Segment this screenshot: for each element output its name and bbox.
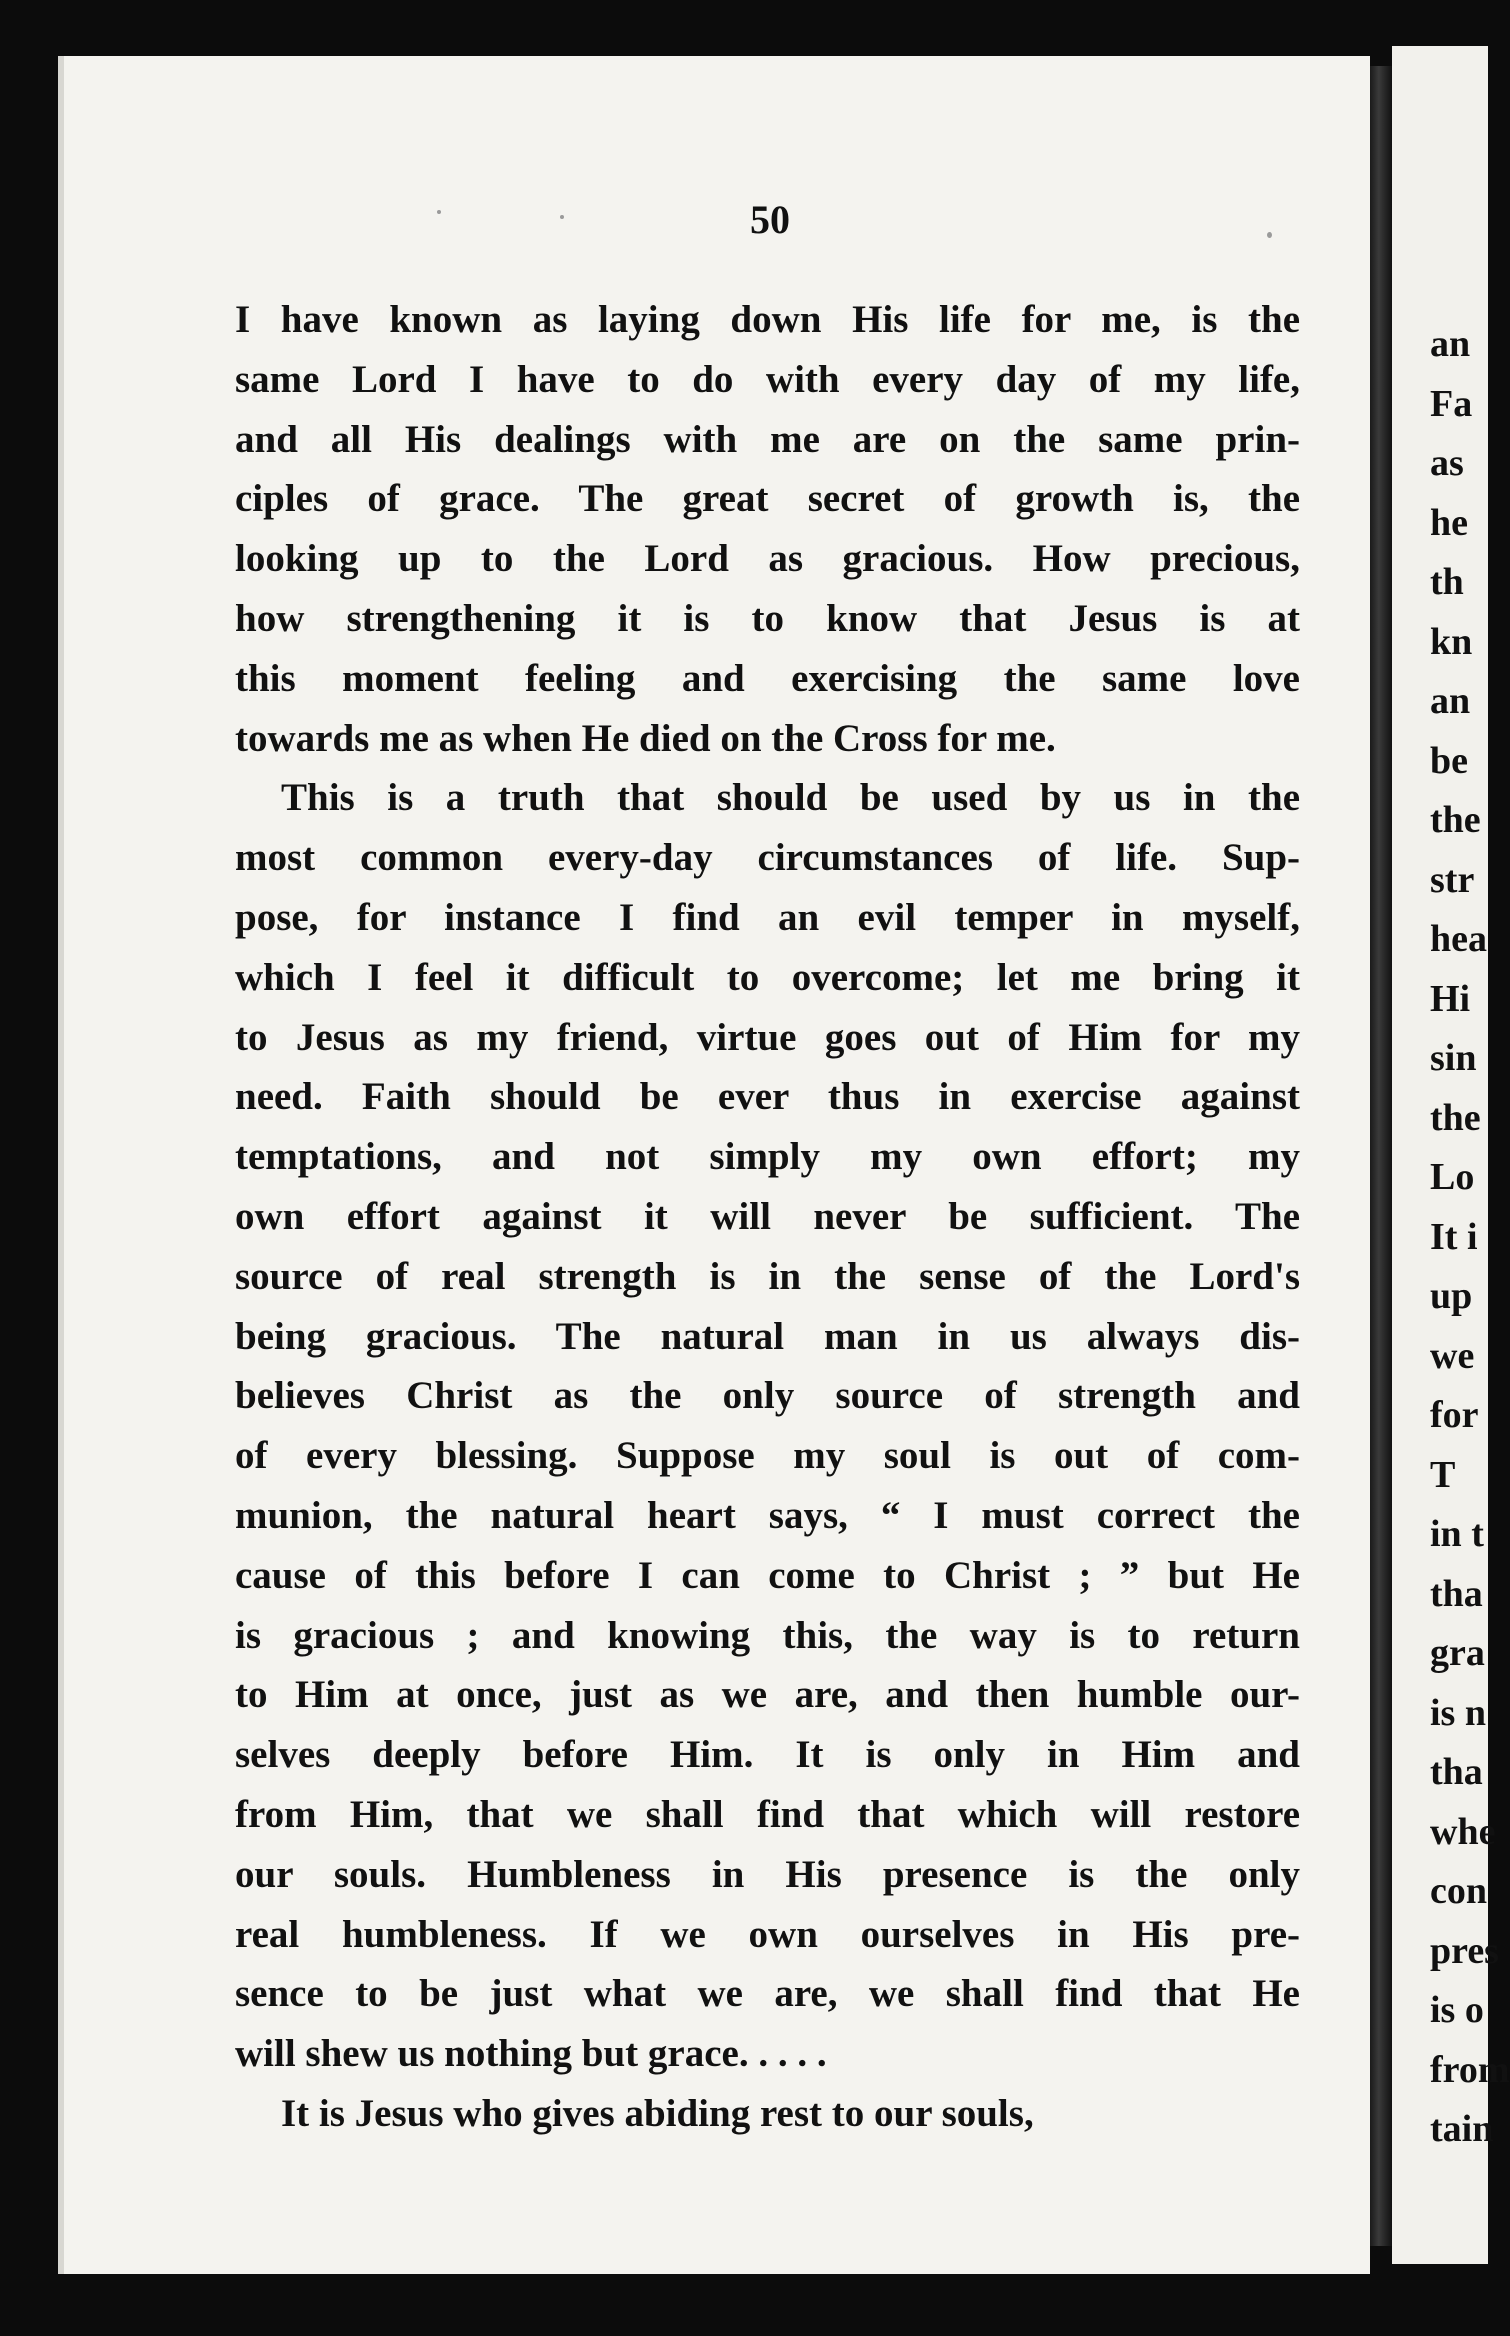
speck <box>437 210 441 214</box>
text-line: which I feel it difficult to overcome; let me bring it <box>235 955 1300 999</box>
book-spine <box>1370 66 1392 2246</box>
speck <box>1267 232 1272 238</box>
fragment: for <box>1430 1394 1479 1436</box>
text-line: being gracious. The natural man in us always dis- <box>235 1314 1300 1358</box>
text-line: same Lord I have to do with every day of my life, <box>235 357 1300 401</box>
text-line: of every blessing. Suppose my soul is out of com- <box>235 1434 1300 1478</box>
fragment: hea <box>1430 918 1487 960</box>
fragment: th <box>1430 561 1464 603</box>
fragment: is o <box>1430 1989 1484 2031</box>
text-line: own effort against it will never be sufficient. The <box>235 1194 1300 1238</box>
text-line: ciples of grace. The great secret of growth is, the <box>235 477 1300 521</box>
fragment: as <box>1430 442 1464 484</box>
fragment: be <box>1430 739 1468 782</box>
fragment: from <box>1430 2048 1510 2091</box>
text-line: towards me as when He died on the Cross for me. <box>235 716 1056 760</box>
fragment: pres <box>1430 1929 1499 1972</box>
text-line: source of real strength is in the sense of the Lord's <box>235 1254 1300 1298</box>
fragment: whe <box>1430 1810 1496 1853</box>
body-text <box>235 290 1300 2144</box>
fragment: tha <box>1430 1572 1483 1615</box>
text-line: cause of this before I can come to Christ ; ” but He <box>235 1553 1300 1597</box>
fragment: up <box>1430 1275 1473 1317</box>
text-line: will shew us nothing but grace. . . . . <box>235 2032 827 2076</box>
text-line: believes Christ as the only source of strength and <box>235 1374 1300 1418</box>
text-line: our souls. Humbleness in His presence is the only <box>235 1852 1300 1896</box>
fragment: is n <box>1430 1691 1486 1734</box>
text-line: to Jesus as my friend, virtue goes out of Him for my <box>235 1015 1300 1059</box>
fragment: str <box>1430 858 1475 901</box>
paragraph-start-line: This is a truth that should be used by us in the <box>281 776 1300 820</box>
fragment: the <box>1430 799 1481 841</box>
text-line: pose, for instance I find an evil temper in myself, <box>235 895 1300 939</box>
text-line: sence to be just what we are, we shall find that He <box>235 1972 1300 2016</box>
fragment: an <box>1430 323 1471 365</box>
fragment: kn <box>1430 620 1473 663</box>
text-line: real humbleness. If we own ourselves in His pre- <box>235 1912 1300 1956</box>
paragraph-start-line: It is Jesus who gives abiding rest to our souls, <box>281 2091 1034 2135</box>
facing-page-text <box>1430 315 1510 2160</box>
fragment: gra <box>1430 1632 1485 1674</box>
text-line: most common every-day circumstances of life. Sup- <box>235 836 1300 880</box>
fragment: the <box>1430 1096 1481 1139</box>
fragment: in t <box>1430 1513 1484 1555</box>
text-line: need. Faith should be ever thus in exercise against <box>235 1075 1300 1119</box>
fragment: we <box>1430 1334 1475 1377</box>
text-line: is gracious ; and knowing this, the way is to return <box>235 1613 1300 1657</box>
fragment: he <box>1430 501 1468 544</box>
fragment: T <box>1430 1453 1456 1496</box>
text-line: how strengthening it is to know that Jesus is at <box>235 596 1300 640</box>
fragment: Hi <box>1430 977 1471 1020</box>
text-line: temptations, and not simply my own effort; my <box>235 1135 1300 1179</box>
fragment: tain <box>1430 2108 1494 2150</box>
text-line: looking up to the Lord as gracious. How precious, <box>235 537 1300 581</box>
text-line: from Him, that we shall find that which will restore <box>235 1792 1300 1836</box>
fragment: con <box>1430 1870 1487 1912</box>
text-line: this moment feeling and exercising the same love <box>235 656 1300 700</box>
text-line: and all His dealings with me are on the same prin- <box>235 417 1300 461</box>
fragment: Fa <box>1430 382 1473 425</box>
fragment: an <box>1430 680 1471 722</box>
speck <box>560 215 564 219</box>
text-line: I have known as laying down His life for me, is the <box>235 298 1300 341</box>
fragment: tha <box>1430 1751 1483 1793</box>
fragment: It i <box>1430 1215 1478 1258</box>
text-line: to Him at once, just as we are, and then humble our- <box>235 1673 1300 1717</box>
fragment: Lo <box>1430 1156 1475 1198</box>
text-line: selves deeply before Him. It is only in Him and <box>235 1733 1300 1777</box>
fragment: sin <box>1430 1037 1477 1079</box>
page-number: 50 <box>750 197 790 242</box>
text-line: munion, the natural heart says, “ I must correct the <box>235 1493 1300 1537</box>
